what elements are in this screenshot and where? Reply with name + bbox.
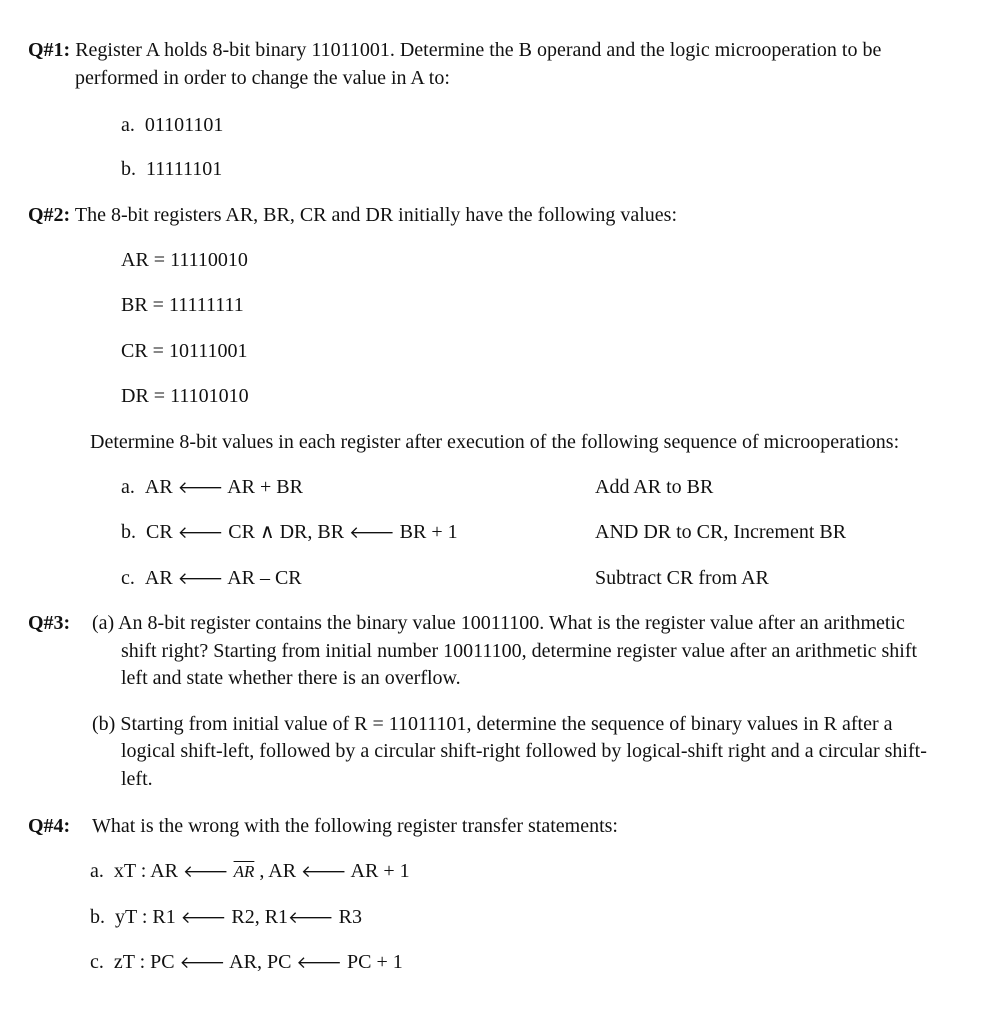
q2-op-b-expr2: BR + 1 [399,521,458,543]
left-arrow-icon: 🡐 [296,953,342,973]
left-arrow-icon: 🡐 [301,862,347,882]
q1-text-1: Register A holds 8-bit binary 11011001. Determine the B operand and the logic microoperation to be [70,39,882,61]
q2-op-c-dest: AR [144,567,173,589]
left-arrow-icon: 🡐 [180,908,227,928]
q4-item-a-rest2: AR + 1 [350,860,410,882]
q2-op-a [121,475,303,500]
q3-a-line1: (a) An 8-bit register contains the binary value 10011100. What is the register value after an arithmetic [92,612,905,634]
q1-item-a-value: 01101101 [144,114,224,136]
q2-op-c-marker: c. [121,567,135,589]
q2-op-b-marker: b. [121,521,136,543]
q4-item-c-ctrl: zT : PC [113,951,175,973]
q2-op-b-desc: AND DR to CR, Increment BR [595,521,847,543]
q3-b-line3: left. [121,768,153,790]
q2-line1 [28,203,677,227]
q4-item-b-rest: R2, R1 [231,906,289,928]
q1-line1 [28,38,881,62]
q2-instruction: Determine 8-bit values in each register after execution of the following sequence of microoperations: [90,431,900,453]
q1-line2: performed in order to change the value in A to: [75,67,450,89]
register-br: BR = 11111111 [121,294,244,316]
q2-op-b-expr: CR ∧ DR, BR [228,521,345,543]
q1-label: Q#1: [28,39,71,61]
q3-b-line1: (b) Starting from initial value of R = 11011101, determine the sequence of binary values in R after a [92,713,893,735]
q2-op-c-desc: Subtract CR from AR [595,567,769,589]
q4-item-b [90,905,362,930]
left-arrow-icon: 🡐 [349,523,395,543]
q3-b-line2: logical shift-left, followed by a circular shift-right followed by logical-shift right and a circular shift- [121,740,927,762]
q4-text: What is the wrong with the following register transfer statements: [92,815,618,837]
q4-item-b-marker: b. [90,906,105,928]
q4-item-a-complement: $\overline{AR}$ [233,862,255,881]
left-arrow-icon: 🡐 [177,523,224,543]
q4-item-b-rest2: R3 [338,906,362,928]
q2-text: The 8-bit registers AR, BR, CR and DR initially have the following values: [70,204,678,226]
q1-item-a [121,113,223,137]
q4-item-b-ctrl: yT : R1 [115,906,176,928]
q2-op-c-expr: AR – CR [227,567,302,589]
q4-item-a-marker: a. [90,860,104,882]
register-dr: DR = 11101010 [121,385,249,407]
register-ar: AR = 11110010 [121,249,248,271]
q2-op-a-desc: Add AR to BR [595,476,714,498]
q4-item-c-rest: AR, PC [229,951,292,973]
q3-a-line3: left and state whether there is an overflow. [121,667,461,689]
q2-op-a-dest: AR [144,476,173,498]
q1-item-b-marker: b. [121,158,136,180]
q2-op-a-marker: a. [121,476,135,498]
q4-item-a-rest: , AR [259,860,297,882]
left-arrow-icon: 🡐 [182,862,229,882]
q2-label: Q#2: [28,204,71,226]
q4-label: Q#4: [28,815,71,837]
q1-item-b [121,157,222,181]
left-arrow-icon: 🡐 [177,478,224,498]
register-cr: CR = 10111001 [121,340,248,362]
q4-item-a [90,859,410,884]
q1-item-b-value: 11111101 [146,158,223,180]
q4-item-c-rest2: PC + 1 [347,951,403,973]
q3-label: Q#3: [28,612,71,634]
left-arrow-icon: 🡐 [179,953,226,973]
q2-op-a-expr: AR + BR [227,476,303,498]
q2-op-c [121,566,302,591]
q2-op-b [121,520,458,545]
q4-item-c [90,950,403,975]
q2-op-b-dest: CR [146,521,173,543]
left-arrow-icon: 🡐 [177,569,224,589]
q4-item-a-ctrl: xT : AR [113,860,178,882]
q3-a-line2: shift right? Starting from initial number 10011100, determine register value after an arithmetic shift [121,640,918,662]
left-arrow-icon: 🡐 [288,908,334,928]
q4-item-c-marker: c. [90,951,104,973]
q1-item-a-marker: a. [121,114,135,136]
